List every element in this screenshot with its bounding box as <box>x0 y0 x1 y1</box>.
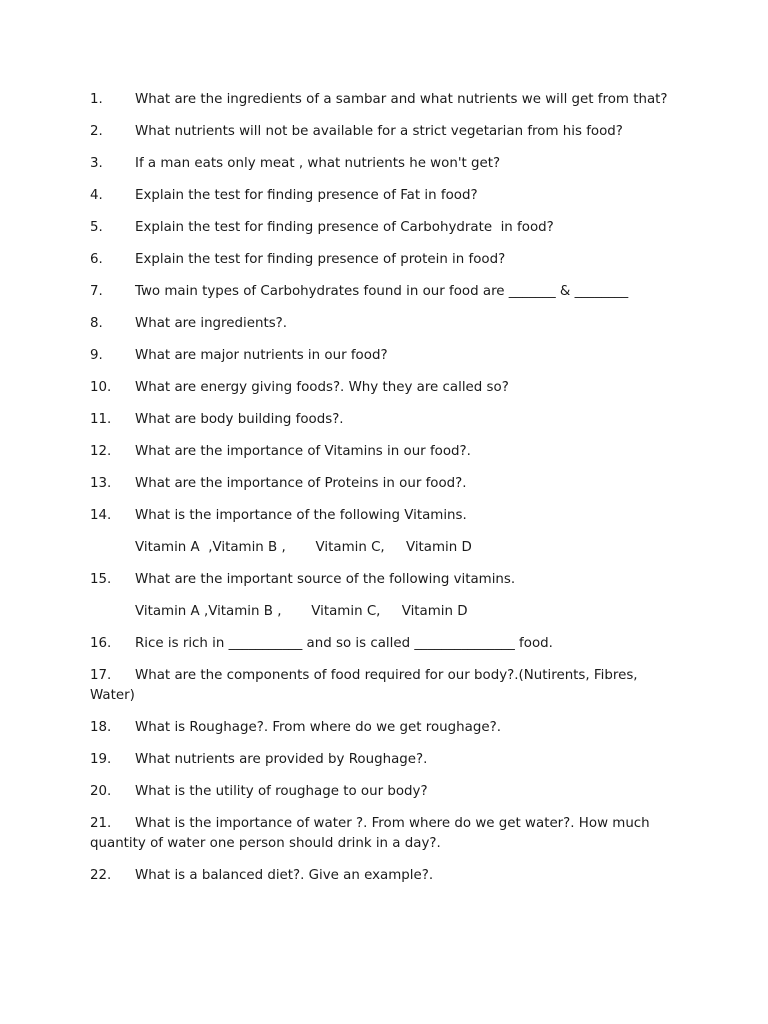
question-item <box>90 378 680 398</box>
question-item <box>90 90 680 110</box>
question-item <box>90 814 680 854</box>
question-text: What are ingredients?. <box>135 316 288 331</box>
question-number: 3. <box>90 156 103 171</box>
question-text: What is Roughage?. From where do we get roughage?. <box>135 720 501 735</box>
question-text: What nutrients are provided by Roughage?. <box>135 752 428 767</box>
question-item <box>90 570 680 590</box>
question-number: 1. <box>90 92 103 107</box>
question-text: Rice is rich in ___________ and so is called _______________ food. <box>135 636 553 651</box>
question-number: 18. <box>90 720 112 735</box>
question-text: What is a balanced diet?. Give an example?. <box>135 868 434 883</box>
question-item <box>90 718 680 738</box>
question-number: 12. <box>90 444 112 459</box>
question-text: What are energy giving foods?. Why they are called so? <box>135 380 509 395</box>
question-item <box>90 506 680 526</box>
question-item <box>90 346 680 366</box>
question-text: What are the ingredients of a sambar and what nutrients we will get from that? <box>135 92 668 107</box>
question-item <box>90 186 680 206</box>
question-item <box>90 250 680 270</box>
question-number: 15. <box>90 572 112 587</box>
question-number: 16. <box>90 636 112 651</box>
question-number: 22. <box>90 868 112 883</box>
question-text: What are the important source of the following vitamins. <box>135 572 516 587</box>
question-item <box>90 314 680 334</box>
question-number: 7. <box>90 284 103 299</box>
question-item <box>90 410 680 430</box>
question-item <box>90 282 680 302</box>
question-text: Explain the test for finding presence of protein in food? <box>135 252 506 267</box>
question-text: Explain the test for finding presence of Fat in food? <box>135 188 478 203</box>
vitamin-list: Vitamin A ,Vitamin B , Vitamin C, Vitamin D <box>135 604 468 619</box>
question-text: Two main types of Carbohydrates found in our food are _______ & ________ <box>135 284 629 299</box>
question-item <box>90 442 680 462</box>
question-number: 8. <box>90 316 103 331</box>
question-number: 4. <box>90 188 103 203</box>
question-list <box>90 90 680 898</box>
question-item <box>90 750 680 770</box>
question-item <box>90 122 680 142</box>
question-number: 10. <box>90 380 112 395</box>
question-item <box>90 474 680 494</box>
question-text: If a man eats only meat , what nutrients he won't get? <box>135 156 501 171</box>
question-number: 6. <box>90 252 103 267</box>
question-item <box>90 666 680 706</box>
question-number: 19. <box>90 752 112 767</box>
question-text: What is the importance of the following Vitamins. <box>135 508 467 523</box>
question-number: 9. <box>90 348 103 363</box>
question-text: Explain the test for finding presence of Carbohydrate in food? <box>135 220 554 235</box>
question-text: What are major nutrients in our food? <box>135 348 388 363</box>
question-number: 14. <box>90 508 112 523</box>
question-text: What is the utility of roughage to our body? <box>135 784 428 799</box>
question-number: 13. <box>90 476 112 491</box>
question-text: What is the importance of water ?. From where do we get water?. How much quantity of water one person should drink in a day?. <box>90 816 650 851</box>
question-number: 21. <box>90 816 112 831</box>
question-number: 11. <box>90 412 112 427</box>
question-text: What nutrients will not be available for a strict vegetarian from his food? <box>135 124 623 139</box>
question-item <box>90 154 680 174</box>
question-text: What are body building foods?. <box>135 412 344 427</box>
question-number: 2. <box>90 124 103 139</box>
vitamin-list: Vitamin A ,Vitamin B , Vitamin C, Vitamin D <box>135 540 472 555</box>
question-item <box>90 634 680 654</box>
question-number: 20. <box>90 784 112 799</box>
question-item <box>90 218 680 238</box>
question-text: What are the components of food required for our body?.(Nutirents, Fibres, Water) <box>90 668 638 703</box>
question-text: What are the importance of Proteins in our food?. <box>135 476 467 491</box>
question-text: What are the importance of Vitamins in our food?. <box>135 444 471 459</box>
question-number: 17. <box>90 668 112 683</box>
question-item <box>90 866 680 886</box>
question-item <box>90 782 680 802</box>
question-number: 5. <box>90 220 103 235</box>
